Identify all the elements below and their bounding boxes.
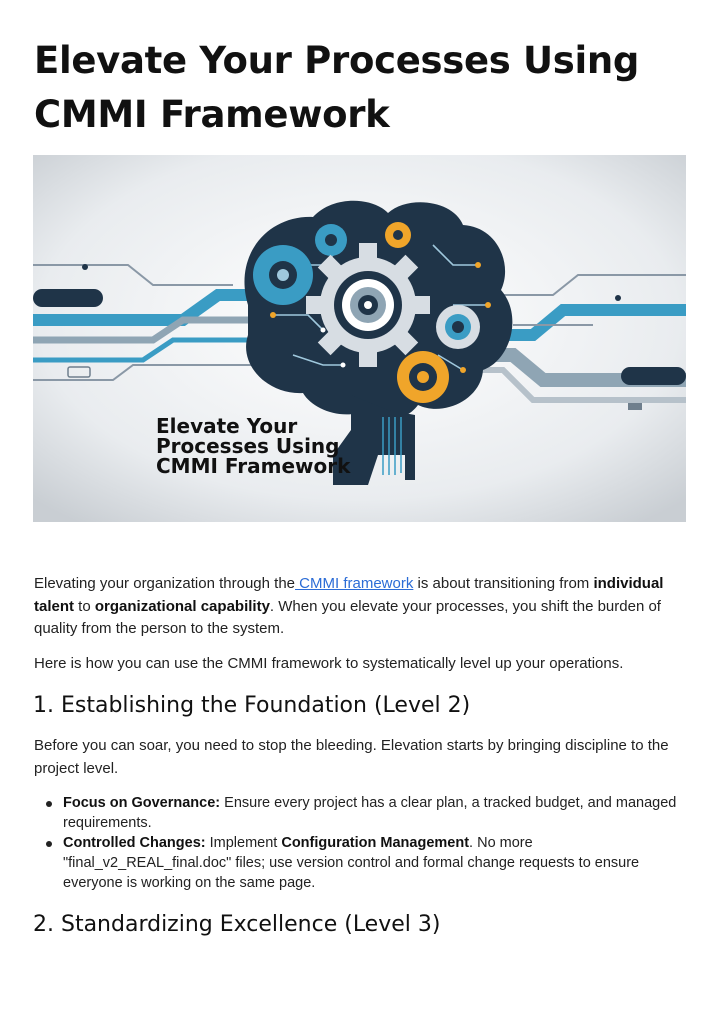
bullet-2-pre: Implement bbox=[205, 835, 282, 851]
cmmi-framework-link[interactable]: CMMI framework bbox=[295, 575, 414, 592]
bullet-2-bold: Controlled Changes: bbox=[63, 835, 206, 851]
hero-caption-line-1: Elevate Your bbox=[156, 414, 298, 438]
intro-paragraph bbox=[34, 573, 694, 641]
section-1-heading: 1. Establishing the Foundation (Level 2) bbox=[33, 693, 471, 718]
intro-bold-organizational-capability: organizational capability bbox=[94, 597, 270, 615]
page-title: Elevate Your Processes Using CMMI Framework bbox=[34, 39, 640, 136]
hero-caption-line-3: CMMI Framework bbox=[156, 454, 351, 478]
section-1-body: Before you can soar, you need to stop the bleeding. Elevation starts by bringing discipline to the project level. bbox=[34, 737, 669, 777]
list-item bbox=[34, 833, 694, 893]
intro-text-2: is about transitioning from bbox=[413, 575, 594, 592]
bullet-2-text: . No more "final_v2_REAL_final.doc" files; use version control and formal change requests to ensure everyone is working on the same page. bbox=[63, 835, 640, 891]
lead-paragraph: Here is how you can use the CMMI framework to systematically level up your operations. bbox=[34, 655, 624, 672]
section-2-heading: 2. Standardizing Excellence (Level 3) bbox=[33, 912, 441, 937]
intro-text-3: to bbox=[74, 597, 95, 615]
hero-image bbox=[33, 155, 686, 522]
intro-text-4: . When you elevate your processes, you shift the burden of quality from the person to the system. bbox=[34, 597, 661, 637]
section-1-bullet-list bbox=[34, 793, 694, 893]
list-item bbox=[34, 793, 694, 833]
bullet-1-text: Ensure every project has a clear plan, a tracked budget, and managed requirements. bbox=[63, 795, 677, 831]
intro-text-1: Elevating your organization through the bbox=[34, 575, 296, 592]
bullet-1-bold: Focus on Governance: bbox=[63, 795, 221, 811]
intro-bold-individual-talent: individual talent bbox=[34, 575, 664, 615]
hero-caption-line-2: Processes Using bbox=[156, 434, 340, 458]
bullet-2-bold-inline: Configuration Management bbox=[281, 835, 470, 851]
